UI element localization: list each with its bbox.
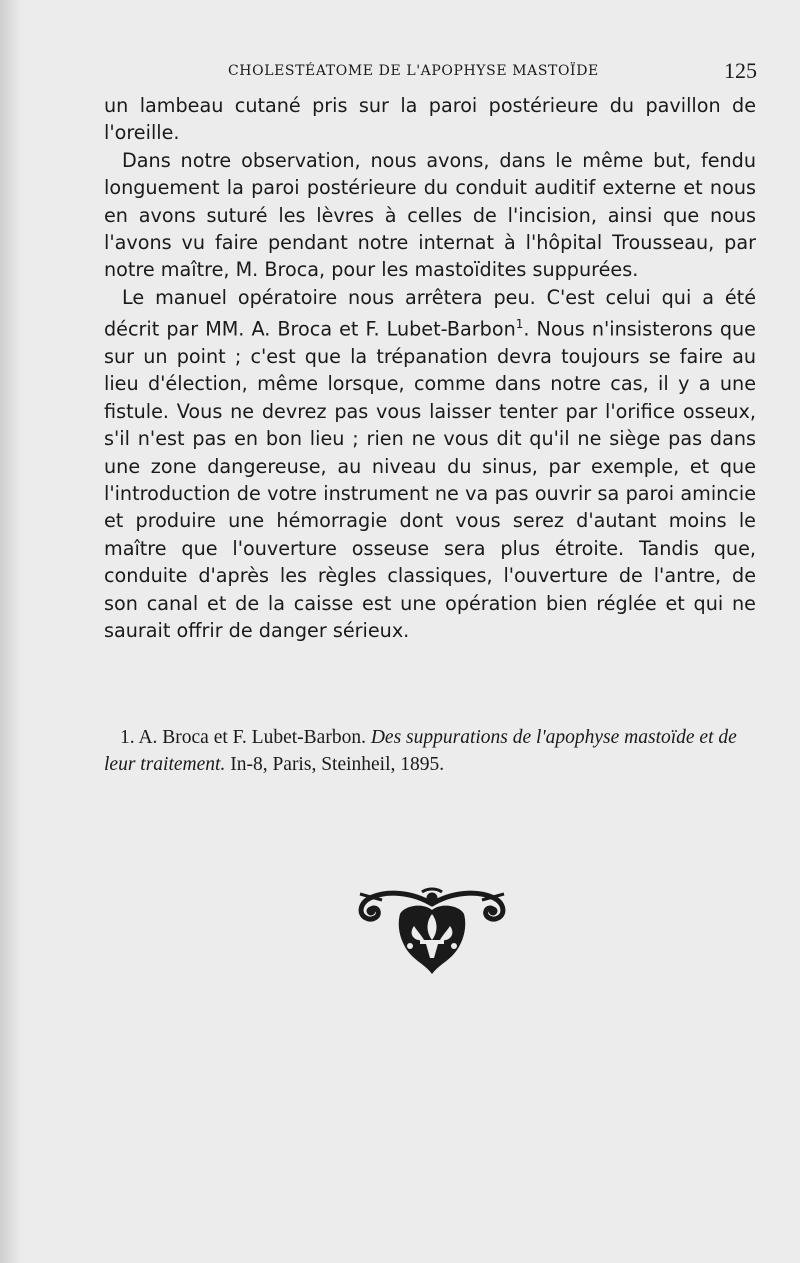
footnote-title: Des suppurations de l'apophyse mastoïde et de leur traitement. [104,727,737,775]
footnote-authors: A. Broca et F. Lubet-Barbon. [138,727,366,748]
running-header [212,58,757,88]
page-number: 125 [724,58,757,83]
paragraph-3 [104,284,756,645]
fleur-de-lis-ornament-icon [352,884,512,976]
footnote-marker: 1. [120,727,135,748]
footnote-publication: In-8, Paris, Steinheil, 1895. [230,754,445,775]
page-gutter [0,0,22,1263]
paragraph-1: un lambeau cutané pris sur la paroi postérieure du pavillon de l'oreille. [104,94,756,145]
paragraph-2: Dans notre observation, nous avons, dans le même but, fendu longuement la paroi postérieure du conduit auditif externe et nous en avons suturé les lèvres à celles de l'incision, ainsi que nous l'avons vu faire pendant notre internat à l'hôpital Trousseau, par notre maître, M. Broca, pour les mastoïdites suppurées. [104,148,756,282]
paragraph-3-rest: . Nous n'insisterons que sur un point ; c'est que la trépanation devra toujours se faire au lieu d'élection, même lorsque, comme dans notre cas, il y a une fistule. Vous ne devrez pas vous laisser tenter par l'orifice osseux, s'il n'est pas en bon lieu ; rien ne vous dit qu'il ne siège pas dans une zone dangereuse, au niveau du sinus, par exemple, et que l'introduction de votre instrument ne va pas ouvrir sa paroi amincie et produire une hémorragie dont vous serez d'autant moins le maître que l'ouverture osseuse sera plus étroite. Tandis que, conduite d'après les règles classiques, l'ouverture de l'antre, de son canal et de la caisse est une opération bien réglée et qui ne saurait offrir de danger sérieux. [104,317,756,643]
footnote [104,724,756,778]
running-title: CHOLESTÉATOME DE L'APOPHYSE MASTOÏDE [228,63,599,79]
paragraph-3-start: Le manuel opératoire nous arrêtera peu. C'est celui qui a été décrit par MM. A. Broca et F. Lubet-Barbon [104,285,756,341]
footnote-reference[interactable]: 1 [515,317,524,332]
body-text [104,92,756,645]
